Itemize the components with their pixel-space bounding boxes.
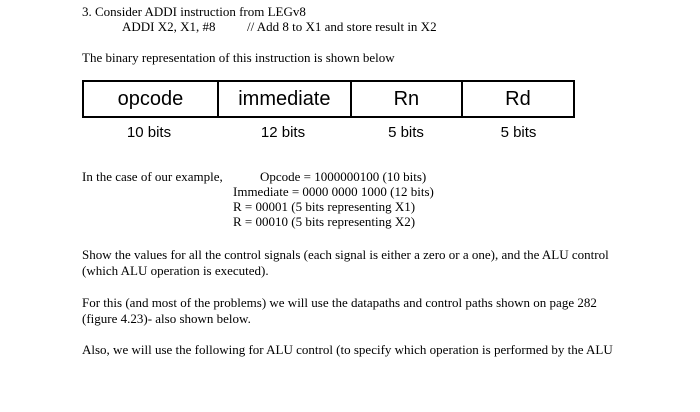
example-opcode: Opcode = 1000000100 (10 bits) [260,169,427,184]
instruction-text: ADDI X2, X1, #8 [122,19,216,34]
paragraph-datapaths: For this (and most of the problems) we will use the datapaths and control paths shown on page 282 (figure 4.23)- also shown below. [82,295,597,326]
example-rd: R = 00010 (5 bits representing X2) [233,214,416,229]
paragraph-alu-control: Also, we will use the following for ALU control (to specify which operation is performed by the ALU [82,342,613,357]
example-lead: In the case of our example, [82,169,223,184]
field-rd: Rd [461,82,573,116]
bits-rd: 5 bits [500,124,537,141]
field-immediate: immediate [217,82,350,116]
bits-immediate: 12 bits [260,124,306,141]
paragraph-control-signals: Show the values for all the control signals (each signal is either a zero or a one), and the ALU control (which ALU operation is executed). [82,247,609,278]
problem-heading: 3. Consider ADDI instruction from LEGv8 [82,4,306,19]
instruction-format-diagram [82,80,575,118]
instruction-comment: // Add 8 to X1 and store result in X2 [247,19,437,34]
field-rn: Rn [350,82,461,116]
example-rn: R = 00001 (5 bits representing X1) [233,199,416,214]
example-immediate: Immediate = 0000 0000 1000 (12 bits) [233,184,434,199]
binary-intro: The binary representation of this instruction is shown below [82,50,395,65]
bits-opcode: 10 bits [126,124,172,141]
field-opcode: opcode [117,87,184,110]
field-bit-widths [82,124,575,141]
bits-rn: 5 bits [388,124,424,141]
